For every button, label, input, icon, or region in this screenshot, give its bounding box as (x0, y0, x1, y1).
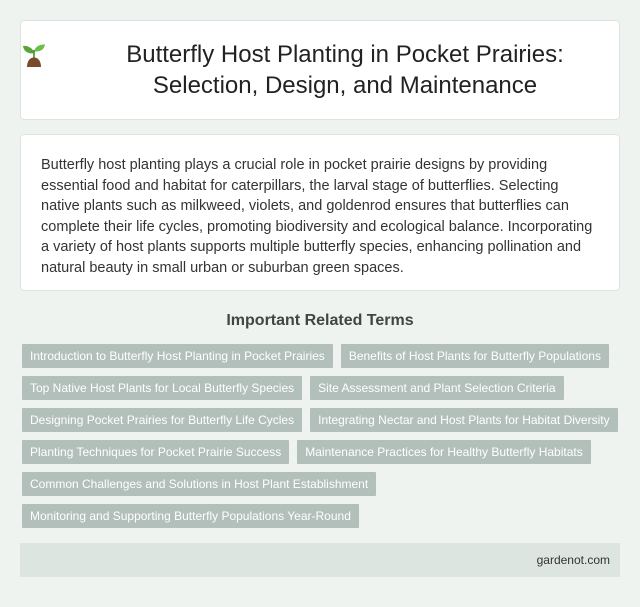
related-term-link[interactable]: Maintenance Practices for Healthy Butterfly Habitats (297, 440, 590, 464)
related-term-link[interactable]: Designing Pocket Prairies for Butterfly Life Cycles (22, 408, 302, 432)
related-term-link[interactable]: Benefits of Host Plants for Butterfly Populations (341, 344, 609, 368)
related-term-link[interactable]: Site Assessment and Plant Selection Criteria (310, 376, 563, 400)
page-title: Butterfly Host Planting in Pocket Prairies: Selection, Design, and Maintenance (126, 41, 564, 99)
related-term-link[interactable]: Monitoring and Supporting Butterfly Populations Year-Round (22, 504, 359, 528)
related-terms-list (22, 344, 622, 528)
related-term-link[interactable]: Introduction to Butterfly Host Planting in Pocket Prairies (22, 344, 333, 368)
related-term-link[interactable]: Top Native Host Plants for Local Butterfly Species (22, 376, 302, 400)
seedling-icon (21, 41, 47, 67)
header-card (20, 20, 620, 120)
related-terms-heading: Important Related Terms (226, 312, 414, 329)
intro-paragraph: Butterfly host planting plays a crucial role in pocket prairie designs by providing essential food and habitat for caterpillars, the larval stage of butterflies. Selecting native plants such as milkweed, violets, and goldenrod ensures that butterflies can complete their life cycles, promoting biodiversity and ecological balance. Incorporating a variety of host plants supports multiple butterfly species, enhancing pollination and natural beauty in small urban or suburban green spaces. (41, 157, 593, 276)
intro-card (20, 134, 620, 291)
related-term-link[interactable]: Planting Techniques for Pocket Prairie Success (22, 440, 289, 464)
related-term-link[interactable]: Integrating Nectar and Host Plants for Habitat Diversity (310, 408, 617, 432)
related-term-link[interactable]: Common Challenges and Solutions in Host Plant Establishment (22, 472, 376, 496)
header-inner (21, 39, 619, 101)
site-name[interactable]: gardenot.com (536, 553, 610, 567)
footer (20, 543, 620, 577)
